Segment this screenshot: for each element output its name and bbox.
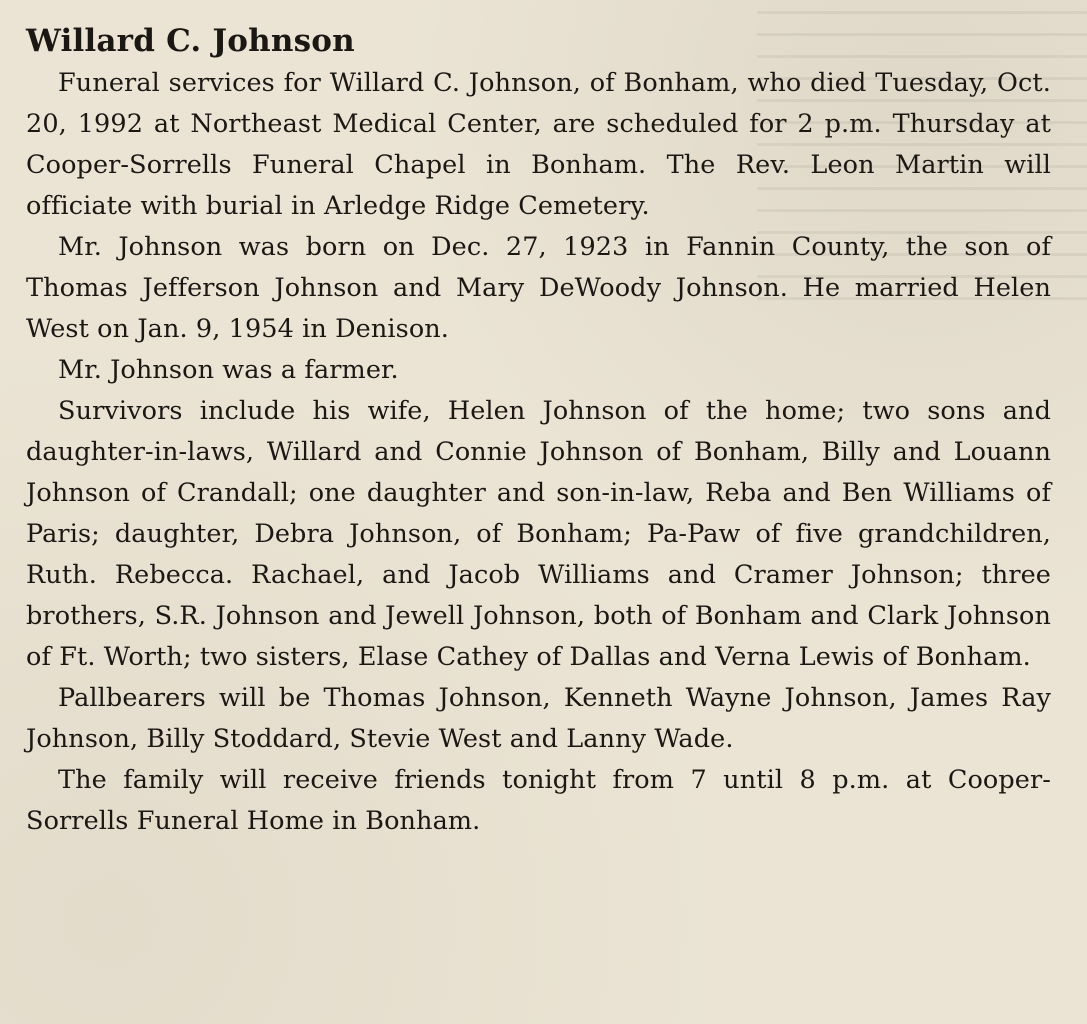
paragraph-pallbearers: Pallbearers will be Thomas Johnson, Kenneth Wayne Johnson, James Ray Johnson, Billy Stoddard, Stevie West and Lanny Wade. — [26, 683, 1051, 754]
paragraph-visitation: The family will receive friends tonight from 7 until 8 p.m. at Cooper-Sorrells Funeral Home in Bonham. — [26, 765, 1051, 836]
paragraph-survivors: Survivors include his wife, Helen Johnson of the home; two sons and daughter-in-laws, Willard and Connie Johnson of Bonham, Billy and Louann Johnson of Crandall; one daughter and son-in-law, Reba and Ben Williams of Paris; daughter, Debra Johnson, of Bonham; Pa-Paw of five grandchildren, Ruth. Rebecca. Rachael, and Jacob Williams and Cramer Johnson; three brothers, S.R. Johnson and Jewell Johnson, both of Bonham and Clark Johnson of Ft. Worth; two sisters, Elase Cathey of Dallas and Verna Lewis of Bonham. — [26, 396, 1051, 672]
paragraph-funeral-services: Funeral services for Willard C. Johnson, of Bonham, who died Tuesday, Oct. 20, 1992 at Northeast Medical Center, are scheduled for 2 p.m. Thursday at Cooper-Sorrells Funeral Chapel in Bonham. The Rev. Leon Martin will officiate with burial in Arledge Ridge Cemetery. — [26, 68, 1051, 221]
paragraph-birth: Mr. Johnson was born on Dec. 27, 1923 in Fannin County, the son of Thomas Jefferson Johnson and Mary DeWoody Johnson. He married Helen West on Jan. 9, 1954 in Denison. — [26, 232, 1051, 344]
paragraph-occupation: Mr. Johnson was a farmer. — [58, 355, 399, 385]
obituary-headline: Willard C. Johnson — [26, 23, 355, 59]
